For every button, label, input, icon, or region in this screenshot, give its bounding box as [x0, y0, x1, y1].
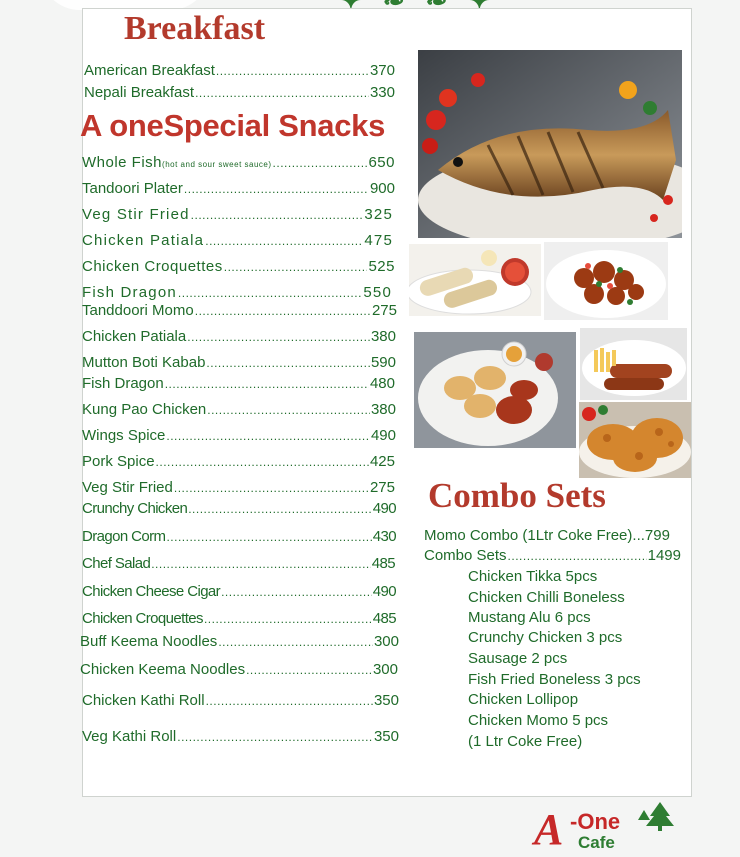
- dot-leader: [195, 302, 371, 320]
- dot-leader: [206, 354, 370, 372]
- item-name: Chicken Patiala: [82, 328, 187, 345]
- item-name: Tandoori Plater: [82, 180, 183, 197]
- item-price: 485: [371, 555, 395, 572]
- menu-item: [82, 692, 399, 710]
- dot-leader: [151, 555, 371, 573]
- item-price: 380: [370, 328, 396, 345]
- item-note: (hot and sour sweet sauce): [162, 160, 272, 169]
- menu-item: [80, 661, 398, 679]
- logo-subtitle: Cafe: [578, 833, 615, 852]
- dot-leader: [205, 232, 363, 250]
- item-name: Chicken Patiala: [82, 232, 205, 249]
- item-name: Veg Kathi Roll: [82, 728, 177, 745]
- dot-leader: [246, 661, 372, 679]
- item-name: Mutton Boti Kabab: [82, 354, 206, 371]
- menu-item: [82, 232, 393, 250]
- dot-leader: [195, 84, 369, 102]
- breakfast-title: Breakfast: [124, 10, 266, 47]
- item-name: Chicken Kathi Roll: [82, 692, 205, 709]
- menu-item: [82, 555, 395, 573]
- menu-item: [82, 610, 396, 628]
- item-name: Fish Dragon: [82, 375, 164, 392]
- dot-leader: [204, 610, 372, 628]
- item-name: Kung Pao Chicken: [82, 401, 207, 418]
- item-price: 300: [372, 661, 398, 678]
- item-name: Chicken Croquettes: [82, 258, 223, 275]
- menu-item: [82, 427, 396, 445]
- item-price: 480: [369, 375, 395, 392]
- item-price: 900: [369, 180, 395, 197]
- dot-leader: [508, 547, 647, 565]
- item-price: 300: [373, 633, 399, 650]
- logo-initial: A: [534, 805, 564, 852]
- item-price: 425: [369, 453, 395, 470]
- combo-sets-line: [424, 547, 681, 565]
- dot-leader: [156, 453, 369, 471]
- item-price: 380: [370, 401, 396, 418]
- menu-item: [84, 62, 395, 80]
- item-price: 490: [372, 500, 396, 517]
- combo-include-item: (1 Ltr Coke Free): [468, 733, 583, 750]
- menu-item: [82, 500, 396, 518]
- menu-item: [82, 375, 395, 393]
- menu-item: [82, 258, 395, 276]
- item-name: Chef Salad: [82, 555, 151, 572]
- item-name: Dragon Corm: [82, 528, 166, 545]
- item-price: 430: [372, 528, 396, 545]
- item-name: Whole Fish(hot and sour sweet sauce): [82, 154, 272, 171]
- item-price: 370: [369, 62, 395, 79]
- dot-leader: [188, 500, 372, 518]
- combo-include-item: Chicken Chilli Boneless: [468, 589, 625, 606]
- item-price: 350: [373, 728, 399, 745]
- chilli-chicken-photo: [544, 242, 668, 320]
- item-name: Buff Keema Noodles: [80, 633, 218, 650]
- item-name: Chicken Cheese Cigar: [82, 583, 221, 600]
- dot-leader: [165, 375, 369, 393]
- menu-item: [82, 479, 395, 497]
- dot-leader: [178, 284, 362, 302]
- combo-include-item: Chicken Momo 5 pcs: [468, 712, 609, 729]
- menu-item: [82, 583, 396, 601]
- combo-include-item: Sausage 2 pcs: [468, 650, 568, 667]
- item-name: Veg Stir Fried: [82, 206, 190, 223]
- fried-chicken-photo: [579, 402, 691, 478]
- dot-leader: [206, 692, 373, 710]
- menu-item: [82, 284, 392, 302]
- item-name: Fish Dragon: [82, 284, 177, 301]
- item-name: Combo Sets: [424, 547, 507, 564]
- menu-item: [82, 528, 396, 546]
- wraps-photo: [409, 244, 541, 316]
- menu-item: [82, 302, 397, 320]
- item-name: Tanddoori Momo: [82, 302, 194, 319]
- menu-item: [82, 328, 396, 346]
- menu-item: [82, 154, 395, 174]
- item-price: 590: [370, 354, 396, 371]
- dot-leader: [184, 180, 369, 198]
- item-price: 275: [371, 302, 397, 319]
- item-price: 525: [368, 258, 395, 275]
- dot-leader: [273, 154, 368, 172]
- dot-leader: [174, 479, 369, 497]
- item-name: Nepali Breakfast: [84, 84, 195, 101]
- menu-item: [82, 453, 395, 471]
- combo-include-item: Crunchy Chicken 3 pcs: [468, 629, 623, 646]
- item-price: 330: [369, 84, 395, 101]
- item-price: 1499: [647, 547, 681, 564]
- menu-item: [84, 84, 395, 102]
- item-price: 275: [369, 479, 395, 496]
- item-name: Veg Stir Fried: [82, 479, 173, 496]
- menu-item: [82, 354, 396, 372]
- dot-leader: [207, 401, 370, 419]
- logo-wordmark: -One: [570, 809, 621, 834]
- dot-leader: [191, 206, 364, 224]
- item-price: 325: [364, 206, 393, 223]
- dot-leader: [216, 62, 369, 80]
- item-price: 485: [372, 610, 396, 627]
- menu-item: [82, 206, 393, 224]
- dot-leader: [224, 258, 368, 276]
- combo-title: Combo Sets: [428, 476, 606, 515]
- dot-leader: [166, 427, 370, 445]
- dot-leader: [221, 583, 372, 601]
- item-price: 490: [370, 427, 396, 444]
- combo-include-item: Chicken Tikka 5pcs: [468, 568, 598, 585]
- item-name: Chicken Croquettes: [82, 610, 203, 627]
- menu-item: [82, 180, 395, 198]
- a-one-cafe-logo: [530, 800, 676, 852]
- dot-leader: [177, 728, 373, 746]
- snacks-title: A oneSpecial Snacks: [80, 108, 386, 143]
- menu-item: [82, 401, 396, 419]
- menu-item: [82, 728, 399, 746]
- item-price: 650: [368, 154, 395, 171]
- item-price: 475: [364, 232, 393, 249]
- item-price: 550: [363, 284, 392, 301]
- sausage-photo: [580, 328, 687, 400]
- item-name: Chicken Keema Noodles: [80, 661, 246, 678]
- item-price: 350: [373, 692, 399, 709]
- menu-item: [80, 633, 399, 651]
- item-name: American Breakfast: [84, 62, 215, 79]
- dot-leader: [187, 328, 370, 346]
- combo-include-item: Chicken Lollipop: [468, 691, 579, 708]
- dot-leader: [218, 633, 373, 651]
- momo-combo-line: Momo Combo (1Ltr Coke Free)...799: [424, 527, 670, 544]
- item-name: Crunchy Chicken: [82, 500, 188, 517]
- item-price: 490: [372, 583, 396, 600]
- item-name: Wings Spice: [82, 427, 166, 444]
- dot-leader: [166, 528, 371, 546]
- momo-platter-photo: [414, 332, 576, 448]
- grilled-fish-photo: [418, 50, 682, 238]
- pine-tree-icon: [638, 802, 674, 831]
- combo-include-item: Mustang Alu 6 pcs: [468, 609, 591, 626]
- combo-include-item: Fish Fried Boneless 3 pcs: [468, 671, 641, 688]
- item-name: Pork Spice: [82, 453, 155, 470]
